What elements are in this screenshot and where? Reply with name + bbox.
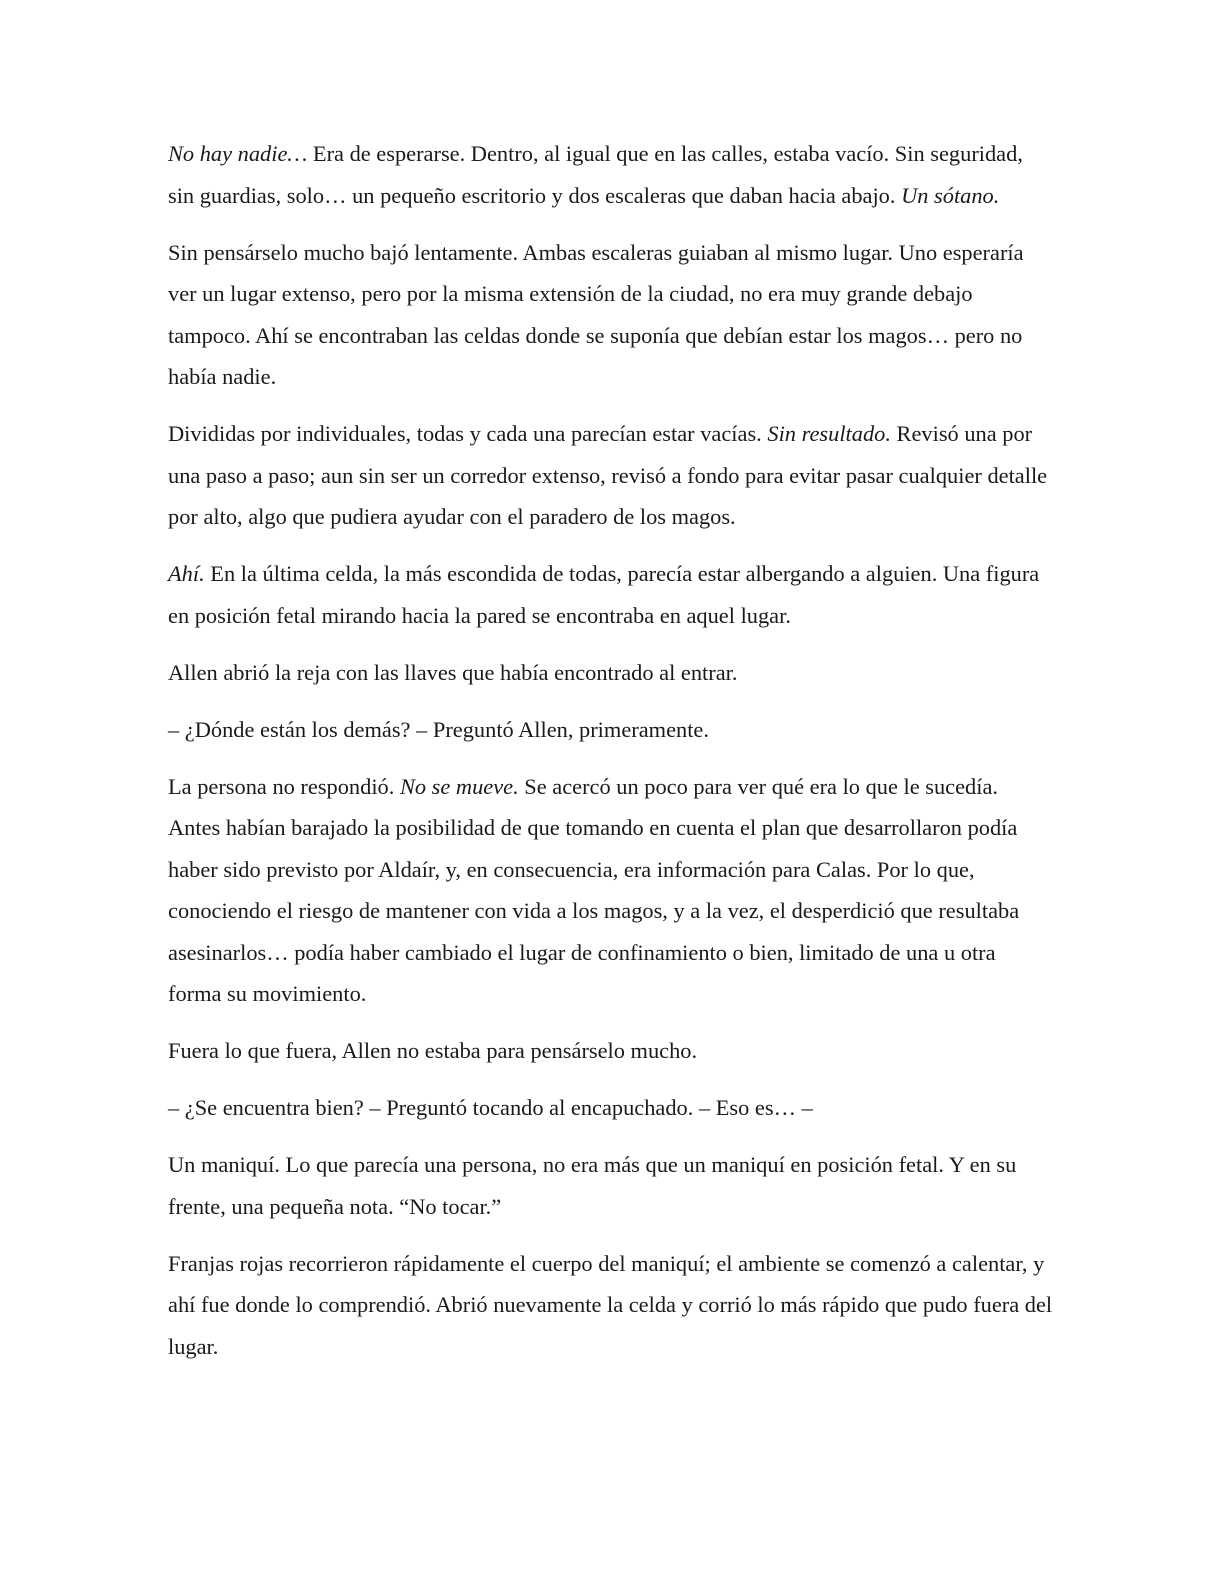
paragraph-text: Allen abrió la reja con las llaves que había encontrado al entrar. bbox=[168, 659, 738, 685]
paragraph-text: Revisó una por una paso a paso; aun sin ser un corredor extenso, revisó a fondo para evitar pasar cualquier detalle por alto, algo que pudiera ayudar con el paradero de los magos. bbox=[168, 421, 1048, 529]
paragraph-1 bbox=[168, 133, 1053, 216]
paragraph-11 bbox=[168, 1243, 1053, 1368]
paragraph-text: Sin pensárselo mucho bajó lentamente. Ambas escaleras guiaban al mismo lugar. Uno esperaría ver un lugar extenso, pero por la misma extensión de la ciudad, no era muy grande debajo tampoco. Ahí se encontraban las celdas donde se suponía que debían estar los magos… pero no había nadie. bbox=[168, 239, 1024, 389]
paragraph-text: Un maniquí. Lo que parecía una persona, no era más que un maniquí en posición fetal. Y en su frente, una pequeña nota. “No tocar.” bbox=[168, 1152, 1017, 1219]
dialogue-line-2 bbox=[168, 1087, 1053, 1129]
italic-thought: No hay nadie… bbox=[168, 141, 308, 166]
paragraph-3 bbox=[168, 413, 1053, 538]
dialogue-text: – ¿Dónde están los demás? – Preguntó Allen, primeramente. bbox=[168, 716, 709, 742]
paragraph-text: Franjas rojas recorrieron rápidamente el cuerpo del maniquí; el ambiente se comenzó a calentar, y ahí fue donde lo comprendió. Abrió nuevamente la celda y corrió lo más rápido que pudo fuera del lugar. bbox=[168, 1250, 1053, 1359]
dialogue-text: – ¿Se encuentra bien? – Preguntó tocando al encapuchado. – Eso es… – bbox=[168, 1095, 813, 1120]
dialogue-line-1 bbox=[168, 709, 1053, 751]
paragraph-7 bbox=[168, 766, 1053, 1015]
italic-thought: Ahí. bbox=[168, 561, 205, 586]
paragraph-4 bbox=[168, 553, 1053, 636]
paragraph-10 bbox=[168, 1144, 1053, 1227]
paragraph-text: Fuera lo que fuera, Allen no estaba para pensárselo mucho. bbox=[168, 1038, 698, 1063]
paragraph-text: Se acercó un poco para ver qué era lo que le sucedía. Antes habían barajado la posibilidad de que tomando en cuenta el plan que desarrollaron podía haber sido previsto por Aldaír, y, en consecuencia, era información para Calas. Por lo que, conociendo el riesgo de mantener con vida a los magos, y a la vez, el desperdició que resultaba asesinarlos… podía haber cambiado el lugar de confinamiento o bien, limitado de una u otra forma su movimiento. bbox=[168, 773, 1020, 1006]
italic-thought: Sin resultado. bbox=[767, 421, 891, 446]
paragraph-text: Era de esperarse. Dentro, al igual que en las calles, estaba vacío. Sin seguridad, sin guardias, solo… un pequeño escritorio y dos escaleras que daban hacia abajo. bbox=[168, 141, 1023, 208]
paragraph-2 bbox=[168, 232, 1053, 398]
paragraph-5 bbox=[168, 652, 1053, 694]
paragraph-text: En la última celda, la más escondida de todas, parecía estar albergando a alguien. Una figura en posición fetal mirando hacia la pared se encontraba en aquel lugar. bbox=[168, 561, 1040, 628]
body-text bbox=[168, 133, 1053, 1383]
italic-thought: Un sótano. bbox=[901, 182, 1000, 208]
italic-thought: No se mueve. bbox=[399, 773, 519, 799]
paragraph-8 bbox=[168, 1030, 1053, 1072]
paragraph-text: Divididas por individuales, todas y cada una parecían estar vacías. bbox=[168, 421, 768, 446]
paragraph-text: La persona no respondió. bbox=[168, 773, 400, 799]
